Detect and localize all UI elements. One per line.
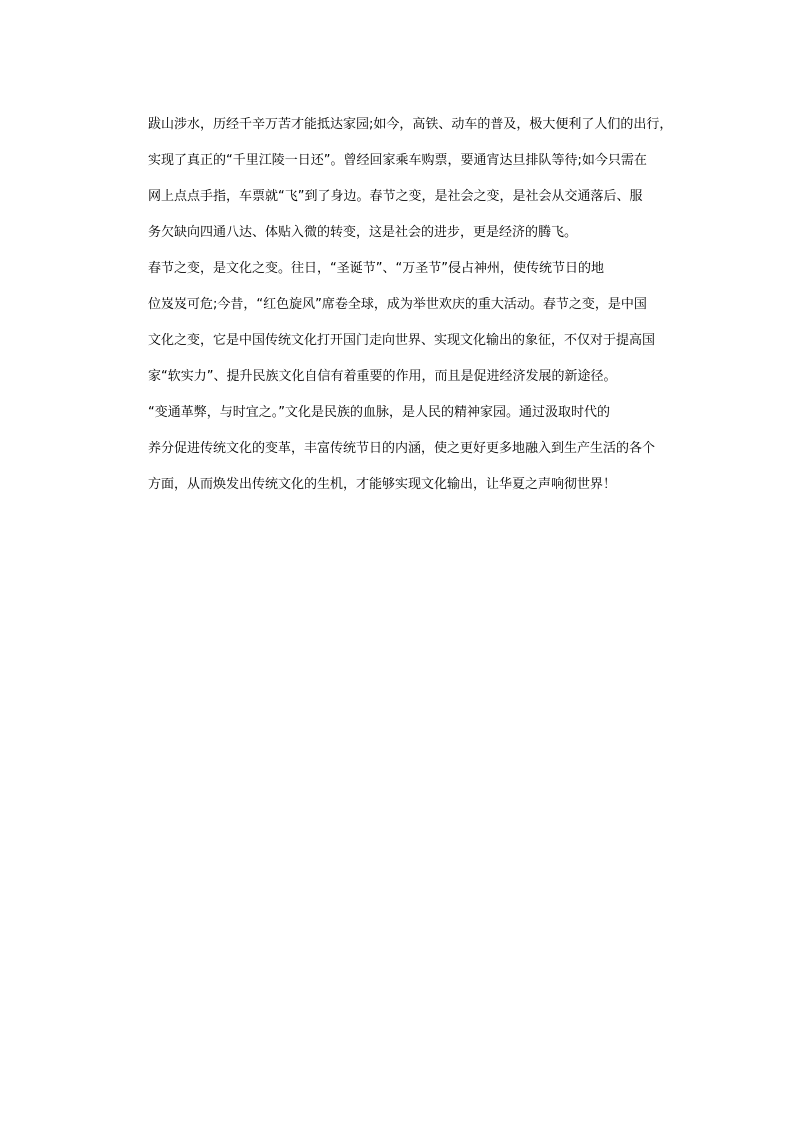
paragraph: “变通革弊，与时宜之。”文化是民族的血脉，是人民的精神家园。通过汲取时代的 <box>148 405 610 420</box>
paragraph: 春节之变，是文化之变。往日，“圣诞节”、“万圣节”侵占神州，使传统节日的地 <box>148 261 604 276</box>
paragraph: 文化之变，它是中国传统文化打开国门走向世界、实现文化输出的象征，不仅对于提高国 <box>148 333 656 348</box>
paragraph: 位岌岌可危;今昔，“红色旋风”席卷全球，成为举世欢庆的重大活动。春节之变，是中国 <box>148 297 647 312</box>
paragraph: 方面，从而焕发出传统文化的生机，才能够实现文化输出，让华夏之声响彻世界！ <box>148 477 617 492</box>
paragraph: 养分促进传统文化的变革，丰富传统节日的内涵，使之更好更多地融入到生产生活的各个 <box>148 441 656 456</box>
paragraph: 网上点点手指，车票就“飞”到了身边。春节之变，是社会之变，是社会从交通落后、服 <box>148 189 643 204</box>
paragraph: 跋山涉水，历经千辛万苦才能抵达家园;如今，高铁、动车的普及，极大便利了人们的出行， <box>148 117 673 132</box>
paragraph: 实现了真正的“千里江陵一日还”。曾经回家乘车购票，要通宵达旦排队等待;如今只需在 <box>148 153 647 168</box>
paragraph: 家“软实力”、提升民族文化自信有着重要的作用，而且是促进经济发展的新途径。 <box>148 369 617 384</box>
document-body <box>117 116 677 512</box>
paragraph: 务欠缺向四通八达、体贴入微的转变，这是社会的进步，更是经济的腾飞。 <box>148 225 578 240</box>
